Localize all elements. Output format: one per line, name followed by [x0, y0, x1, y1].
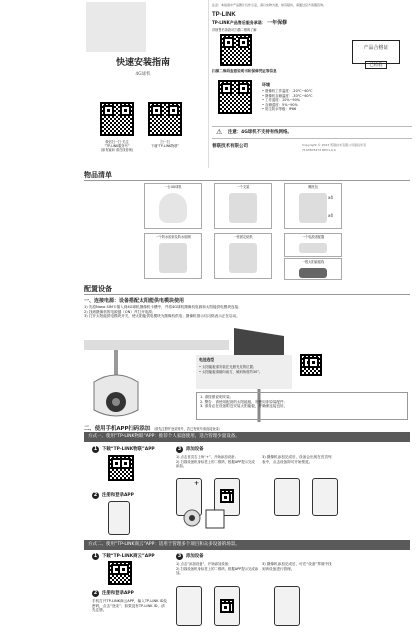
- contents-item: [284, 183, 342, 229]
- contents-item-image: [229, 193, 257, 223]
- contents-item-label: 一根太阳能板线: [301, 260, 325, 264]
- m1-preview-screen: [312, 478, 338, 516]
- cover-big-letter: [86, 2, 146, 52]
- manual-qr-code: [218, 80, 252, 114]
- m1-step3-number: 3: [177, 446, 182, 452]
- warning-icon: ⚠: [216, 128, 223, 136]
- environment-line: • 工作湿度：10%~90%: [262, 98, 300, 103]
- screw-count: x4: [328, 195, 333, 200]
- environment-title: 环境: [262, 82, 270, 87]
- contents-item-image: [159, 243, 187, 273]
- m1-add-line: 1) 点击首页右上角“+”，开始添加设备；: [176, 455, 238, 459]
- m2-add-step: [176, 553, 204, 560]
- contents-item-image: [159, 193, 187, 223]
- m1-add-button[interactable]: +: [193, 480, 199, 487]
- contents-item-image: [299, 193, 327, 223]
- tip-line: • 太阳能板请朝向南方，倾斜角度约30°。: [199, 369, 263, 374]
- contents-item: [214, 183, 272, 229]
- warranty-detail: 详细售后条款可扫描二维码了解: [212, 28, 257, 32]
- step1-title: 一、连接电源：设备搭配太阳能供电模块使用: [84, 298, 185, 304]
- contents-item: [214, 233, 272, 279]
- tip-box: [196, 355, 292, 389]
- m1-add-step: [176, 446, 204, 453]
- app-heading-title: 二、使用手机APP扫码添加: [84, 426, 150, 432]
- environment-block: [262, 82, 362, 112]
- setup-rule: [84, 294, 410, 295]
- app-qr-code: [148, 102, 182, 136]
- setup-heading: 配置设备: [84, 286, 112, 293]
- contents-item: [144, 233, 202, 279]
- warranty-value: 一年保修: [267, 20, 288, 26]
- m2-step1-number: 1: [93, 553, 98, 559]
- m2-register-text: 手机打开TP-LINK商云APP，输入TP-LINK ID及密码，点击“登录”；如果没有TP-LINK ID，请先注册。: [92, 599, 168, 613]
- warning-text: 注意：4G球机不支持有线网络。: [228, 130, 292, 135]
- m1-download-label: 下载“TP-LINK物联”APP: [102, 447, 155, 452]
- contents-item: [284, 233, 342, 257]
- m2-add-line: 2) 扫描设备机身标签上的二维码，根据APP提示完成添加。: [176, 566, 259, 576]
- m2-step3-number: 3: [177, 553, 182, 559]
- m1-add-line: 2) 扫描设备机身标签上的二维码，根据APP提示完成添加。: [176, 459, 255, 469]
- m2-add-label: 添加设备: [186, 554, 204, 559]
- cover-subtitle: 4G球机: [135, 72, 151, 77]
- notice-line: 3. 请务必在设备附近安装太阳能板，并确保连接良好。: [200, 404, 288, 409]
- screw-count: x4: [328, 213, 333, 218]
- manual-scan-hint: 扫描二维码查看说明书和保修凭证等信息: [212, 69, 277, 73]
- m1-app-qr-code: [108, 455, 134, 481]
- m1-step1-number: 1: [93, 446, 98, 452]
- contents-item-label: 螺丝包: [308, 185, 318, 189]
- m2-scan-screen: [214, 586, 240, 626]
- certificate-title: 产品合格证: [363, 45, 389, 51]
- certificate-box: [352, 40, 400, 68]
- environment-line: • 防尘防水等级：IP66: [262, 107, 297, 112]
- m2-add-screen: [176, 586, 202, 626]
- cover-panel: [78, 0, 209, 168]
- notice-lines: [197, 393, 407, 411]
- step1-line: 3) 打开太阳能供电模块开关，使太阳能供电模块为摄像机供电；摄像机指示灯闪烁表示正在启动。: [84, 314, 240, 319]
- setup-video-qr-code: [300, 354, 322, 376]
- notice-box: [196, 392, 408, 420]
- camera-label-icon: [180, 506, 232, 536]
- contents-item-label: 一台4G球机: [164, 185, 182, 189]
- m1-step3-text: 3) 摄像机添加完成后，设备会出现在首页列表中，点击设备即可开始预览。: [262, 455, 332, 464]
- contents-item-image: [299, 268, 327, 278]
- version-text: 7103505473 REV1.0.0: [302, 148, 336, 152]
- contents-item: [144, 183, 202, 229]
- warranty-line: [212, 21, 287, 26]
- contents-item-label: 一个电源适配器: [301, 235, 325, 239]
- method1-bar: 方式一、使用“TP-LINK物联”APP：推荐个人家庭使用，适合管理少量设备。: [84, 432, 410, 442]
- m1-add-lines: [176, 455, 256, 469]
- m1-scan-qr: [220, 489, 234, 503]
- environment-list: [262, 89, 362, 112]
- m2-download-step: [92, 553, 155, 560]
- tip-lines: [196, 365, 292, 374]
- contents-item-label: 一个支架: [236, 185, 250, 189]
- tp-link-logo: TP-LINK: [212, 12, 236, 18]
- warranty-qr-code: [220, 34, 252, 66]
- m2-add-line: 1) 点击“添加设备”，开始添加设备；: [176, 562, 232, 566]
- m1-register-label: 注册和登录APP: [102, 493, 134, 498]
- method2-bar: 方式二、使用“TP-LINK商云”APP：适用于管理多个项目和众多设备的场景。: [84, 540, 410, 550]
- tip-title: 电池选型: [199, 357, 215, 362]
- step1-line: 2) 找到摄像机的电源键（ON）并打开电源；: [84, 309, 156, 314]
- contents-item-label: 一个防水胶套及防水胶圈: [155, 235, 191, 239]
- notice-line: 2. 警告：请使用配套的太阳能板，勿使用非原装配件；: [200, 399, 288, 404]
- contents-rule: [84, 180, 410, 181]
- company-name: 普联技术有限公司: [212, 144, 248, 149]
- environment-line: • 存储湿度：5%~90%: [262, 102, 298, 107]
- contents-item-label: 一张固定贴纸: [233, 235, 253, 239]
- contents-grid: [144, 183, 344, 281]
- app-heading-note: （请先注册并登录账号，若已有账号请直接登录）: [151, 427, 222, 431]
- cover-title: 快速安装指南: [115, 57, 170, 67]
- m2-device-screen: [274, 586, 300, 626]
- step1-line: 1) 先将Nano SIM卡插入到4G球机摄像机卡槽中，并将4G球机摄像机电源和太阳能供电模块连接；: [84, 305, 242, 309]
- copyright-text: Copyright © 2023 普联技术有限公司版权所有: [302, 143, 367, 147]
- notice-line: 1. 请按照说明安装；: [200, 395, 234, 399]
- m2-step3-text: 3) 摄像机添加完成后，可在“设备”界面中找到该设备进行管理。: [262, 562, 332, 571]
- contents-item: [284, 258, 342, 280]
- m1-login-screen: [108, 501, 130, 535]
- environment-line: • 摄像机工作温度：-20℃~60℃: [262, 89, 313, 93]
- contents-item-image: [229, 243, 257, 273]
- service-qr-caption: 微信扫一扫 关注 “TP-LINK服务号” (如有疑问 请在线咨询): [100, 140, 134, 152]
- m2-add-lines: [176, 562, 260, 576]
- m2-register-step: [92, 590, 134, 597]
- contents-heading: 物品清单: [84, 172, 112, 179]
- notice-text: 注意：本指南中产品图片仅作示意，请以实物为准，如有疑问，请通过官方客服咨询。: [212, 3, 327, 7]
- service-qr-code: [100, 102, 134, 136]
- m1-device-list-screen: [274, 478, 300, 516]
- m2-app-qr-code: [108, 561, 132, 585]
- tip-line: • 太阳能板请安装在光照充足的位置；: [199, 365, 257, 369]
- certificate-stamp: 已检验: [365, 61, 387, 69]
- environment-line: • 摄像机存储温度：-30℃~60℃: [262, 93, 313, 98]
- warning-banner: [212, 126, 412, 139]
- m1-step2-number: 2: [93, 492, 98, 498]
- contents-item-image: [299, 243, 327, 253]
- m1-add-label: 添加设备: [186, 447, 204, 452]
- info-panel: [212, 0, 412, 168]
- app-qr-caption: 扫一扫 下载“TP-LINK物联”: [150, 140, 180, 148]
- m1-register-step: [92, 492, 134, 499]
- m1-camera-label: [180, 506, 232, 536]
- m2-scan-qr: [220, 599, 234, 613]
- m2-download-label: 下载“TP-LINK商云”APP: [102, 554, 155, 559]
- app-heading: [84, 424, 222, 432]
- warranty-label: TP-LINK产品售后服务承诺：: [212, 20, 266, 25]
- step1-lines: [84, 305, 414, 319]
- m2-register-label: 注册和登录APP: [102, 591, 134, 596]
- m2-step2-number: 2: [93, 590, 98, 596]
- m1-download-step: [92, 446, 155, 453]
